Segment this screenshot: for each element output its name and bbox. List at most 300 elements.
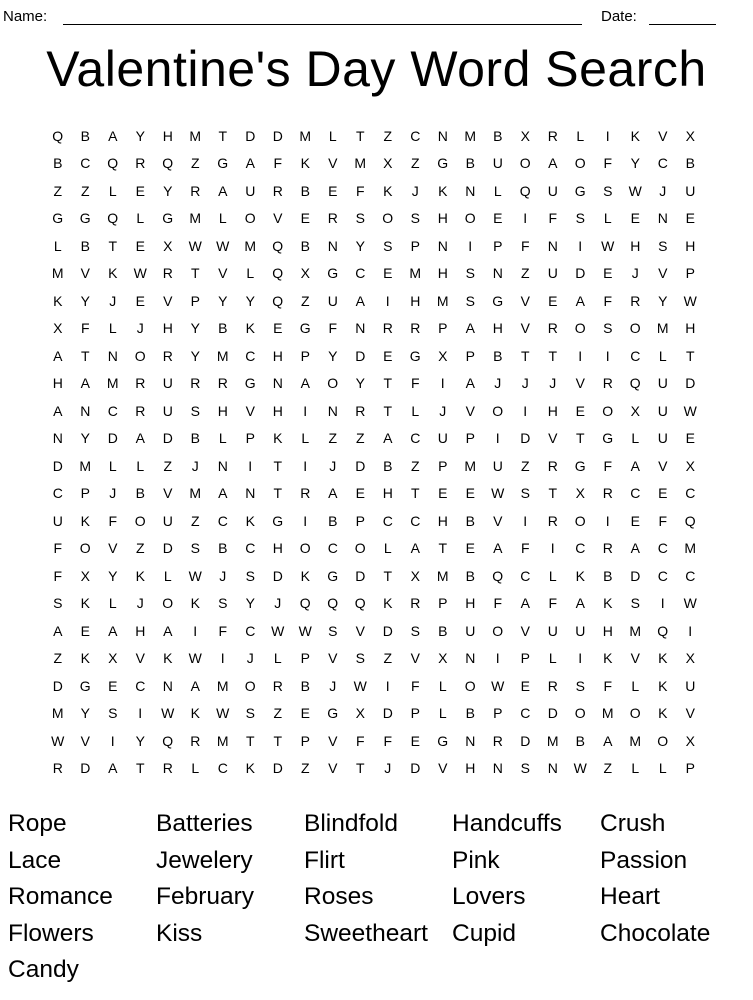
grid-letter: E	[410, 732, 420, 749]
grid-letter: C	[410, 430, 421, 447]
grid-letter: D	[355, 457, 366, 474]
grid-letter: W	[353, 677, 367, 694]
grid-letter: Y	[190, 347, 200, 364]
grid-letter: T	[273, 732, 283, 749]
grid-letter: P	[465, 430, 475, 447]
grid-letter: R	[162, 265, 173, 282]
grid-letter: U	[685, 182, 696, 199]
grid-letter: C	[657, 155, 668, 172]
grid-letter: P	[245, 430, 255, 447]
grid-letter: B	[190, 430, 200, 447]
grid-letter: M	[409, 265, 422, 282]
grid-letter: Z	[53, 182, 63, 199]
grid-letter: H	[630, 237, 641, 254]
grid-letter: V	[328, 155, 338, 172]
grid-letter: T	[355, 127, 365, 144]
grid-letter: S	[410, 210, 420, 227]
grid-letter: C	[657, 567, 668, 584]
grid-letter: W	[601, 237, 615, 254]
grid-letter: W	[628, 182, 642, 199]
grid-letter: U	[492, 457, 503, 474]
grid-letter: T	[273, 457, 283, 474]
grid-letter: K	[245, 760, 255, 777]
grid-letter: H	[465, 595, 476, 612]
grid-letter: X	[685, 732, 695, 749]
grid-letter: A	[383, 430, 393, 447]
grid-letter: B	[383, 457, 393, 474]
grid-letter: R	[410, 595, 421, 612]
grid-letter: E	[438, 485, 448, 502]
grid-letter: K	[273, 430, 283, 447]
grid-letter: H	[52, 375, 63, 392]
word-list-item: Passion	[600, 846, 688, 874]
grid-letter: L	[163, 567, 172, 584]
grid-letter: M	[216, 347, 229, 364]
grid-letter: F	[218, 622, 228, 639]
grid-letter: X	[438, 650, 448, 667]
grid-letter: G	[409, 347, 421, 364]
grid-letter: C	[410, 127, 421, 144]
grid-letter: R	[547, 457, 558, 474]
date-label: Date:	[601, 8, 637, 25]
grid-letter: F	[80, 320, 90, 337]
grid-letter: R	[630, 292, 641, 309]
grid-letter: N	[107, 347, 118, 364]
grid-letter: I	[303, 457, 308, 474]
grid-letter: R	[382, 320, 393, 337]
grid-letter: D	[410, 760, 421, 777]
grid-letter: S	[190, 540, 200, 557]
grid-letter: U	[547, 182, 558, 199]
grid-letter: V	[548, 430, 558, 447]
grid-letter: F	[108, 512, 118, 529]
grid-letter: I	[605, 127, 610, 144]
word-list-item: Romance	[8, 883, 113, 910]
grid-letter: M	[354, 155, 367, 172]
grid-letter: F	[520, 237, 530, 254]
grid-letter: K	[300, 567, 310, 584]
grid-letter: B	[438, 622, 448, 639]
grid-letter: H	[685, 237, 696, 254]
grid-letter: Z	[410, 457, 420, 474]
grid-letter: B	[300, 677, 310, 694]
grid-letter: D	[107, 430, 118, 447]
grid-letter: T	[575, 430, 585, 447]
grid-letter: W	[683, 402, 697, 419]
grid-letter: V	[273, 210, 283, 227]
grid-letter: O	[629, 320, 641, 337]
grid-letter: M	[51, 705, 64, 722]
grid-letter: F	[53, 567, 63, 584]
grid-letter: B	[603, 567, 613, 584]
grid-letter: J	[494, 375, 502, 392]
grid-letter: T	[108, 237, 118, 254]
grid-letter: L	[576, 127, 585, 144]
grid-letter: C	[630, 485, 641, 502]
grid-letter: C	[630, 347, 641, 364]
grid-letter: U	[162, 402, 173, 419]
grid-letter: A	[575, 292, 585, 309]
grid-letter: M	[629, 732, 642, 749]
grid-letter: F	[603, 292, 613, 309]
grid-letter: O	[519, 155, 531, 172]
grid-letter: T	[355, 760, 365, 777]
grid-letter: D	[272, 127, 283, 144]
grid-letter: X	[685, 457, 695, 474]
header	[0, 6, 753, 28]
grid-letter: X	[630, 402, 640, 419]
grid-letter: P	[80, 485, 90, 502]
grid-letter: Z	[603, 760, 613, 777]
grid-letter: I	[550, 540, 555, 557]
grid-letter: M	[436, 292, 449, 309]
grid-letter: H	[217, 402, 228, 419]
grid-letter: Y	[80, 705, 90, 722]
grid-letter: H	[162, 127, 173, 144]
grid-letter: W	[161, 705, 175, 722]
grid-letter: Q	[272, 265, 284, 282]
grid-letter: N	[80, 402, 91, 419]
word-list-item: Batteries	[156, 810, 253, 837]
grid-letter: M	[546, 732, 559, 749]
grid-letter: I	[578, 650, 583, 667]
grid-letter: T	[383, 567, 393, 584]
grid-letter: A	[355, 292, 365, 309]
grid-letter: H	[602, 622, 613, 639]
grid-letter: G	[79, 677, 91, 694]
grid-letter: K	[300, 155, 310, 172]
grid-letter: C	[80, 155, 91, 172]
grid-letter: Y	[218, 292, 228, 309]
grid-letter: G	[492, 292, 504, 309]
grid-letter: V	[80, 732, 90, 749]
grid-letter: B	[300, 237, 310, 254]
grid-letter: G	[327, 567, 339, 584]
grid-letter: D	[52, 457, 63, 474]
grid-letter: M	[629, 622, 642, 639]
grid-letter: M	[51, 265, 64, 282]
grid-letter: K	[108, 265, 118, 282]
grid-letter: F	[355, 182, 365, 199]
grid-letter: X	[53, 320, 63, 337]
grid-letter: A	[548, 155, 558, 172]
grid-letter: Q	[162, 732, 174, 749]
grid-letter: K	[245, 512, 255, 529]
grid-letter: D	[547, 705, 558, 722]
grid-letter: B	[575, 732, 585, 749]
grid-letter: N	[355, 320, 366, 337]
grid-letter: S	[575, 210, 585, 227]
grid-letter: L	[246, 265, 255, 282]
name-blank-line	[63, 24, 582, 25]
grid-letter: W	[491, 677, 505, 694]
grid-letter: O	[354, 540, 366, 557]
grid-letter: L	[108, 182, 117, 199]
grid-letter: B	[465, 567, 475, 584]
grid-letter: V	[658, 457, 668, 474]
grid-letter: E	[465, 485, 475, 502]
grid-letter: R	[190, 375, 201, 392]
grid-letter: H	[272, 402, 283, 419]
word-list-item: Heart	[600, 883, 660, 910]
name-label: Name:	[3, 8, 48, 25]
grid-letter: Z	[328, 430, 338, 447]
grid-letter: A	[108, 622, 118, 639]
grid-letter: P	[300, 650, 310, 667]
grid-letter: M	[189, 210, 202, 227]
grid-letter: P	[438, 320, 448, 337]
grid-letter: L	[136, 210, 145, 227]
grid-letter: R	[355, 402, 366, 419]
grid-letter: H	[547, 402, 558, 419]
word-list	[8, 806, 748, 989]
grid-letter: M	[216, 732, 229, 749]
grid-letter: A	[603, 732, 613, 749]
grid-letter: D	[162, 430, 173, 447]
grid-letter: E	[603, 265, 613, 282]
word-list-item: Cupid	[452, 919, 517, 947]
grid-letter: U	[685, 677, 696, 694]
grid-letter: T	[80, 347, 90, 364]
grid-letter: F	[603, 677, 613, 694]
grid-letter: K	[658, 650, 668, 667]
grid-letter: O	[134, 512, 146, 529]
grid-letter: K	[53, 292, 63, 309]
grid-letter: Q	[684, 512, 696, 529]
grid-letter: W	[271, 622, 285, 639]
grid-letter: U	[575, 622, 586, 639]
grid-letter: I	[688, 622, 693, 639]
grid-letter: Q	[657, 622, 669, 639]
grid-letter: V	[163, 485, 173, 502]
grid-letter: O	[574, 512, 586, 529]
grid-letter: L	[218, 210, 227, 227]
grid-letter: L	[218, 430, 227, 447]
grid-letter: K	[438, 182, 448, 199]
grid-letter: G	[52, 210, 64, 227]
grid-letter: D	[630, 567, 641, 584]
grid-letter: P	[493, 705, 503, 722]
grid-letter: U	[327, 292, 338, 309]
grid-letter: R	[272, 677, 283, 694]
grid-letter: V	[80, 265, 90, 282]
grid-letter: Z	[383, 650, 393, 667]
grid-letter: M	[189, 127, 202, 144]
grid-letter: Y	[163, 182, 173, 199]
grid-letter: D	[355, 567, 366, 584]
grid-letter: Z	[273, 705, 283, 722]
grid-letter: F	[520, 540, 530, 557]
grid-letter: A	[630, 540, 640, 557]
grid-letter: R	[52, 760, 63, 777]
grid-letter: M	[244, 237, 257, 254]
grid-letter: Z	[80, 182, 90, 199]
grid-letter: C	[410, 512, 421, 529]
grid-letter: S	[245, 705, 255, 722]
grid-letter: F	[410, 677, 420, 694]
grid-letter: V	[328, 732, 338, 749]
grid-letter: E	[135, 292, 145, 309]
grid-letter: B	[135, 485, 145, 502]
grid-letter: Z	[190, 512, 200, 529]
grid-letter: N	[657, 210, 668, 227]
grid-letter: V	[108, 540, 118, 557]
grid-letter: U	[465, 622, 476, 639]
grid-letter: A	[53, 622, 63, 639]
grid-letter: A	[218, 485, 228, 502]
grid-letter: Q	[354, 595, 366, 612]
grid-letter: N	[465, 732, 476, 749]
grid-letter: L	[411, 402, 420, 419]
grid-letter: Y	[355, 237, 365, 254]
grid-letter: P	[438, 595, 448, 612]
grid-letter: F	[273, 155, 283, 172]
grid-letter: C	[382, 512, 393, 529]
grid-letter: J	[439, 402, 447, 419]
grid-letter: Z	[355, 430, 365, 447]
grid-letter: Y	[135, 732, 145, 749]
grid-letter: E	[383, 265, 393, 282]
grid-letter: J	[659, 182, 667, 199]
grid-letter: I	[660, 595, 665, 612]
grid-letter: G	[437, 732, 449, 749]
grid-letter: P	[438, 457, 448, 474]
grid-letter: R	[135, 375, 146, 392]
grid-letter: C	[355, 265, 366, 282]
word-list-item: February	[156, 883, 255, 910]
grid-letter: B	[80, 237, 90, 254]
grid-letter: B	[493, 347, 503, 364]
grid-letter: L	[328, 127, 337, 144]
grid-letter: A	[135, 430, 145, 447]
grid-letter: D	[685, 375, 696, 392]
grid-letter: E	[493, 210, 503, 227]
grid-letter: E	[520, 677, 530, 694]
grid-letter: V	[328, 760, 338, 777]
grid-letter: R	[135, 155, 146, 172]
grid-letter: Q	[272, 292, 284, 309]
grid-letter: X	[410, 567, 420, 584]
grid-letter: V	[163, 292, 173, 309]
word-list-item: Candy	[8, 956, 79, 983]
grid-letter: M	[106, 375, 119, 392]
grid-letter: O	[629, 705, 641, 722]
grid-letter: A	[493, 540, 503, 557]
grid-letter: V	[658, 265, 668, 282]
grid-letter: W	[683, 292, 697, 309]
grid-letter: D	[162, 540, 173, 557]
grid-letter: A	[575, 595, 585, 612]
word-list-item: Flirt	[304, 846, 345, 874]
grid-letter: D	[520, 430, 531, 447]
grid-letter: W	[216, 705, 230, 722]
grid-letter: S	[603, 182, 613, 199]
grid-letter: I	[248, 457, 253, 474]
grid-letter: X	[383, 155, 393, 172]
grid-letter: M	[189, 485, 202, 502]
grid-letter: P	[300, 347, 310, 364]
grid-letter: V	[465, 402, 475, 419]
grid-letter: O	[574, 155, 586, 172]
grid-letter: S	[108, 705, 118, 722]
grid-letter: V	[245, 402, 255, 419]
grid-letter: A	[190, 677, 200, 694]
grid-letter: T	[410, 485, 420, 502]
grid-letter: H	[135, 622, 146, 639]
grid-letter: Y	[245, 292, 255, 309]
grid-letter: H	[162, 320, 173, 337]
grid-letter: Z	[53, 650, 63, 667]
word-list-item: Rope	[8, 810, 67, 837]
grid-letter: J	[549, 375, 557, 392]
grid-letter: R	[190, 732, 201, 749]
grid-letter: F	[658, 512, 668, 529]
grid-letter: D	[382, 705, 393, 722]
grid-letter: E	[630, 512, 640, 529]
grid-letter: A	[520, 595, 530, 612]
grid-letter: A	[53, 402, 63, 419]
grid-letter: B	[80, 127, 90, 144]
grid-letter: L	[438, 677, 447, 694]
grid-letter: G	[574, 457, 586, 474]
grid-letter: W	[188, 237, 202, 254]
grid-letter: M	[436, 567, 449, 584]
grid-letter: G	[162, 210, 174, 227]
grid-letter: J	[631, 265, 639, 282]
grid-letter: X	[575, 485, 585, 502]
letter-grid	[44, 122, 704, 782]
grid-letter: O	[464, 677, 476, 694]
grid-letter: Q	[299, 595, 311, 612]
grid-letter: C	[327, 540, 338, 557]
grid-letter: C	[520, 705, 531, 722]
grid-letter: V	[410, 650, 420, 667]
grid-letter: U	[437, 430, 448, 447]
grid-letter: O	[602, 402, 614, 419]
grid-letter: Y	[328, 347, 338, 364]
grid-letter: Y	[135, 127, 145, 144]
grid-letter: G	[79, 210, 91, 227]
grid-letter: T	[383, 402, 393, 419]
grid-letter: N	[492, 760, 503, 777]
grid-letter: F	[410, 375, 420, 392]
grid-letter: G	[244, 375, 256, 392]
grid-letter: Y	[658, 292, 668, 309]
grid-letter: S	[328, 622, 338, 639]
grid-letter: N	[162, 677, 173, 694]
grid-letter: K	[135, 567, 145, 584]
grid-letter: I	[523, 512, 528, 529]
word-list-item: Flowers	[8, 919, 94, 947]
grid-letter: M	[464, 127, 477, 144]
grid-letter: A	[630, 457, 640, 474]
grid-letter: I	[193, 622, 198, 639]
grid-letter: B	[218, 540, 228, 557]
word-list-item: Kiss	[156, 919, 203, 947]
word-list-item: Blindfold	[304, 810, 398, 837]
grid-letter: U	[245, 182, 256, 199]
grid-letter: X	[80, 567, 90, 584]
grid-letter: V	[520, 622, 530, 639]
grid-letter: J	[136, 320, 144, 337]
grid-letter: Z	[163, 457, 173, 474]
grid-letter: C	[520, 567, 531, 584]
grid-letter: F	[603, 457, 613, 474]
grid-letter: A	[218, 182, 228, 199]
grid-letter: N	[52, 430, 63, 447]
grid-letter: D	[382, 622, 393, 639]
grid-letter: M	[79, 457, 92, 474]
